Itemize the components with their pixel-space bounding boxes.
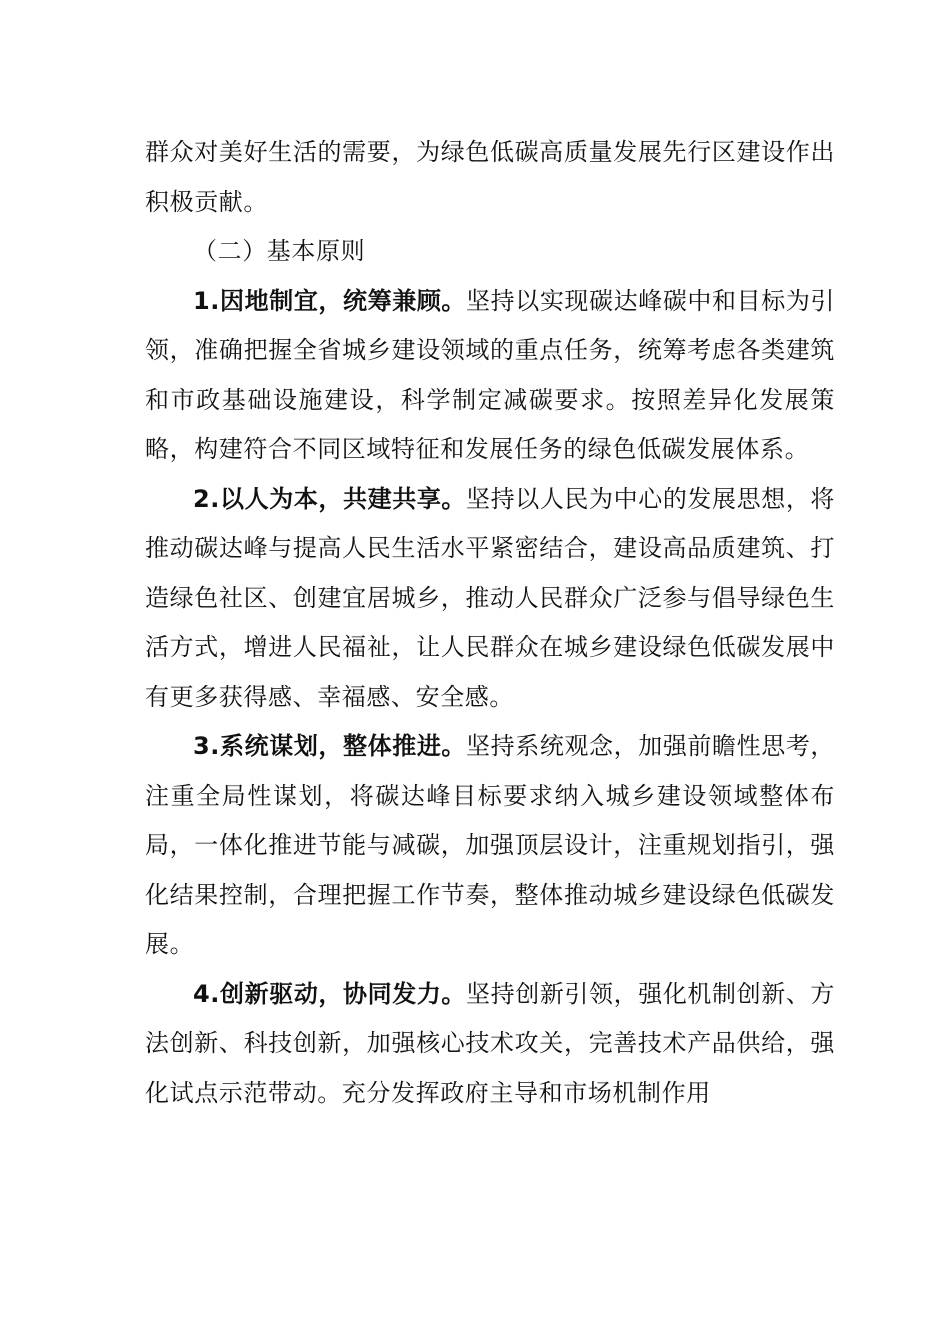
principle-title-4: 4.创新驱动，协同发力。 bbox=[193, 979, 467, 1008]
principle-paragraph-1 bbox=[145, 277, 835, 475]
principle-body-4: 坚持创新引领，强化机制创新、方法创新、科技创新，加强核心技术攻关，完善技术产品供给，强化试点示范带动。充分发挥政府主导和市场机制作用 bbox=[145, 979, 836, 1107]
document-body bbox=[145, 128, 835, 1118]
principle-body-2: 坚持以人民为中心的发展思想，将推动碳达峰与提高人民生活水平紧密结合，建设高品质建筑、打造绿色社区、创建宜居城乡，推动人民群众广泛参与倡导绿色生活方式，增进人民福祉，让人民群众在城乡建设绿色低碳发展中有更多获得感、幸福感、安全感。 bbox=[145, 484, 836, 711]
principle-title-2: 2.以人为本，共建共享。 bbox=[193, 484, 467, 513]
principle-title-3: 3.系统谋划，整体推进。 bbox=[193, 732, 467, 760]
principle-body-3: 坚持系统观念，加强前瞻性思考，注重全局性谋划，将碳达峰目标要求纳入城乡建设领域整体布局，一体化推进节能与减碳，加强顶层设计，注重规划指引，强化结果控制，合理把握工作节奏，整体推动城乡建设绿色低碳发展。 bbox=[145, 732, 836, 958]
continued-paragraph: 群众对美好生活的需要，为绿色低碳高质量发展先行区建设作出积极贡献。 bbox=[145, 138, 835, 216]
principle-paragraph-4 bbox=[145, 970, 835, 1119]
principle-body-1: 坚持以实现碳达峰碳中和目标为引领，准确把握全省城乡建设领域的重点任务，统筹考虑各类建筑和市政基础设施建设，科学制定减碳要求。按照差异化发展策略，构建符合不同区域特征和发展任务的绿色低碳发展体系。 bbox=[145, 286, 836, 463]
section-heading: （二）基本原则 bbox=[193, 237, 366, 265]
principle-paragraph-2 bbox=[145, 475, 835, 723]
principle-title-1: 1.因地制宜，统筹兼顾。 bbox=[193, 286, 467, 315]
principle-paragraph-3 bbox=[145, 722, 835, 970]
